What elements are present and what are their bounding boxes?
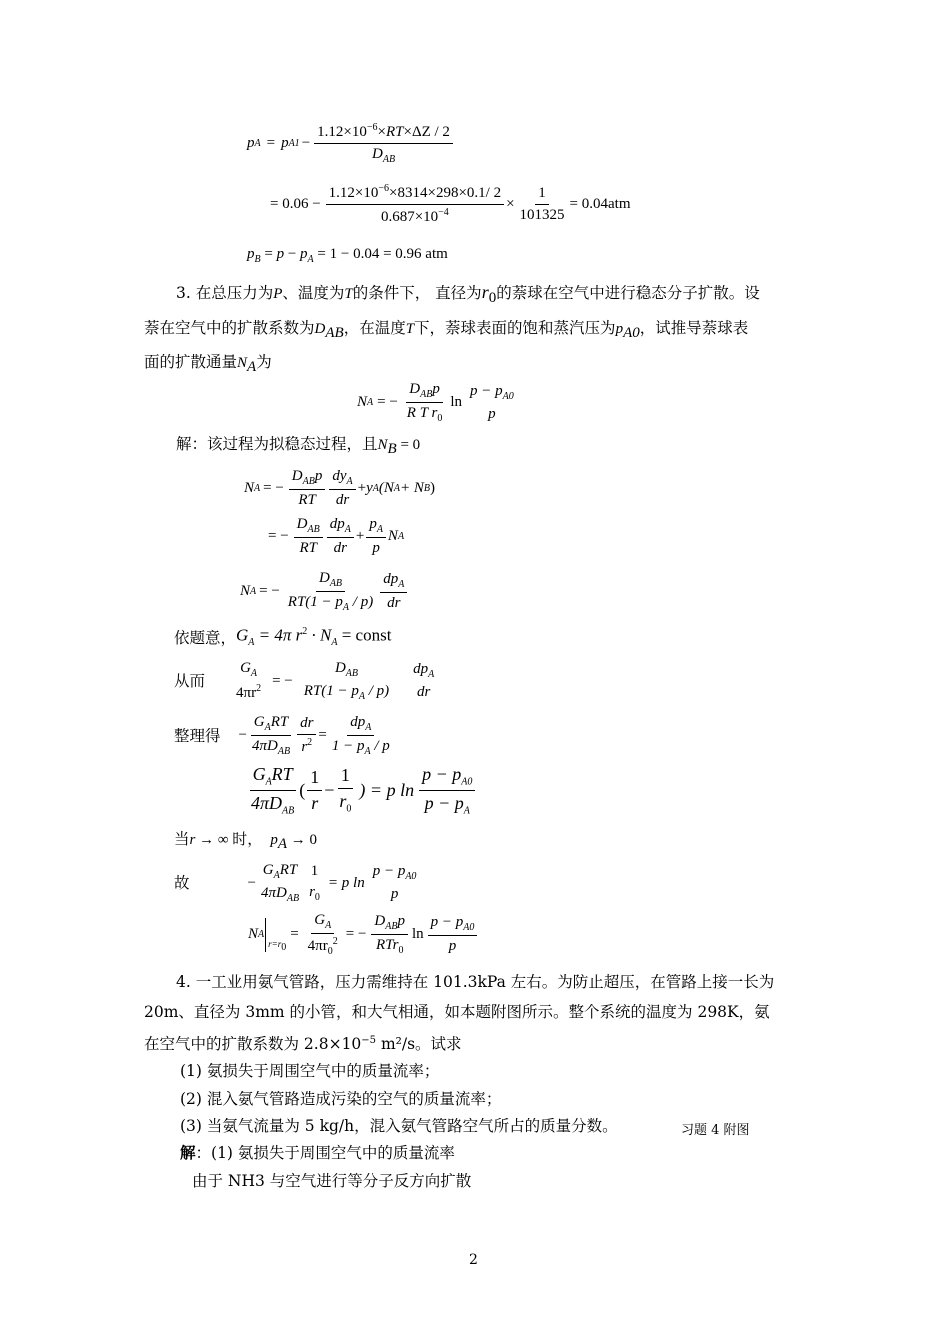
equation-pb: $p_B = p - p_A = 1 - 0.04 = 0.96$ atm <box>247 246 448 265</box>
equation-pa: p A = p A1 − $\frac{1.12\times 10^{-6}\times RT\times\Delta Z / 2}{D_{AB}}$ <box>247 122 455 165</box>
question-3-line-2: 萘在空气中的扩散系数为$D_{AB}$，在温度T下，萘球表面的饱和蒸汽压为$p_{A0}$，试推导萘球表 <box>144 319 749 342</box>
equation-flux-3: N A = − $\frac{D_{AB}}{RT(1 - p_A / p)}$ $\frac{dp_A}{dr}$ <box>240 570 409 613</box>
fraction: $\frac{1.12\times 10^{-6}\times RT\times\Delta Z / 2}{D_{AB}}$ <box>314 122 453 165</box>
limit-condition: 当r → ∞ 时， $p_A \to 0$ <box>174 830 317 853</box>
figure-caption: 习题 4 附图 <box>681 1123 750 1138</box>
solution-intro: 解：该过程为拟稳态过程，且$N_B = 0$ <box>176 435 421 458</box>
equation-target-flux: N A = − $\frac{D_{AB}p}{R T r_0}$ ln $p - p_{A0}$ p <box>357 381 519 424</box>
page-number: 2 <box>469 1252 478 1268</box>
question-4-line-1: 4. 一工业用氨气管路，压力需维持在 101.3kPa 左右。为防止超压，在管路上接一长为 <box>176 973 775 991</box>
equation-surface-flux: N A $_{r=r_0}$ = $\frac{G_A}{4\pi r_0^2}$ = − $\frac{D_{AB}p}{RTr_0}$ ln $\frac{p - p_{A0}}{p}$ <box>248 912 479 957</box>
question-4-line-2: 20m、直径为 3mm 的小管，和大气相通，如本题附图所示。整个系统的温度为 298K，氨 <box>144 1003 770 1021</box>
fraction: $\frac{D_{AB}p}{R T r_0}$ <box>406 381 443 424</box>
equation-thus: 从而 $G_A$ $4\pi r^2$ = − $D_{AB}$ $RT(1 - p_A / p)$ $dp_A$ dr <box>174 660 435 702</box>
question-3-line-1: 3. 在总压力为P、温度为T的条件下， 直径为$r_0$的萘球在空气中进行稳态分子扩散。设 <box>176 282 760 307</box>
question-4-item-3: (3) 当氨气流量为 5 kg/h，混入氨气管路空气所占的质量分数。 <box>180 1117 618 1135</box>
fraction: $p - p_{A0}$ p <box>470 382 514 422</box>
equation-rearranged: 整理得 − $\frac{G_ART}{4\pi D_{AB}}$ $\frac{dr}{r^2}$ = $\frac{dp_A}{1 - p_A / p}$ <box>174 714 390 757</box>
fraction: $\frac{1}{101325}$ <box>519 185 565 223</box>
equation-flux-1: N A = − $\frac{D_{AB}p}{RT}$ $\frac{dy_A}{dr}$ + y A (N A + N B ) <box>244 468 435 508</box>
answer-heading: 解：(1) 氨损失于周围空气中的质量流率 <box>180 1143 455 1162</box>
answer-line: 由于 NH3 与空气进行等分子反方向扩散 <box>192 1172 472 1190</box>
question-4-item-2: (2) 混入氨气管路造成污染的空气的质量流率； <box>180 1090 502 1108</box>
equation-flux-2: = − $\frac{D_{AB}}{RT}$ $\frac{dp_A}{dr}$ + $\frac{p_A}{p}$ N A <box>268 516 405 556</box>
equation-integrated: $\frac{G_ART}{4\pi D_{AB}}$ ( $\frac{1}{r}$ − $\frac{1}{r_0}$ ) = p ln $\frac{p - p_{A0}}{p - p_A}$ <box>246 764 477 816</box>
fraction: $\frac{1.12\times 10^{-6}\times 8314\times 298\times 0.1/ 2}{0.687\times 10^{-4}}$ <box>326 183 504 226</box>
equation-therefore: 故 − $G_ART$ $4\pi D_{AB}$ 1 $r_0$ = p ln $p - p_{A0}$ p <box>174 862 417 904</box>
equation-numeric: = 0.06 − $\frac{1.12\times 10^{-6}\times 8314\times 298\times 0.1/ 2}{0.687\times 10^{-4}}$ × $\frac{1}{101325}$ = 0.04atm <box>270 183 631 225</box>
equation-const: 依题意， $G_A = 4\pi$ $r^2 \cdot N_A$ = const <box>174 625 392 649</box>
question-4-item-1: (1) 氨损失于周围空气中的质量流率； <box>180 1062 440 1080</box>
question-4-line-3: 在空气中的扩散系数为 $2.8\times 10^{-5}$ m²/s。试求 <box>144 1035 462 1054</box>
question-3-line-3: 面的扩散通量$N_A$为 <box>144 353 272 376</box>
